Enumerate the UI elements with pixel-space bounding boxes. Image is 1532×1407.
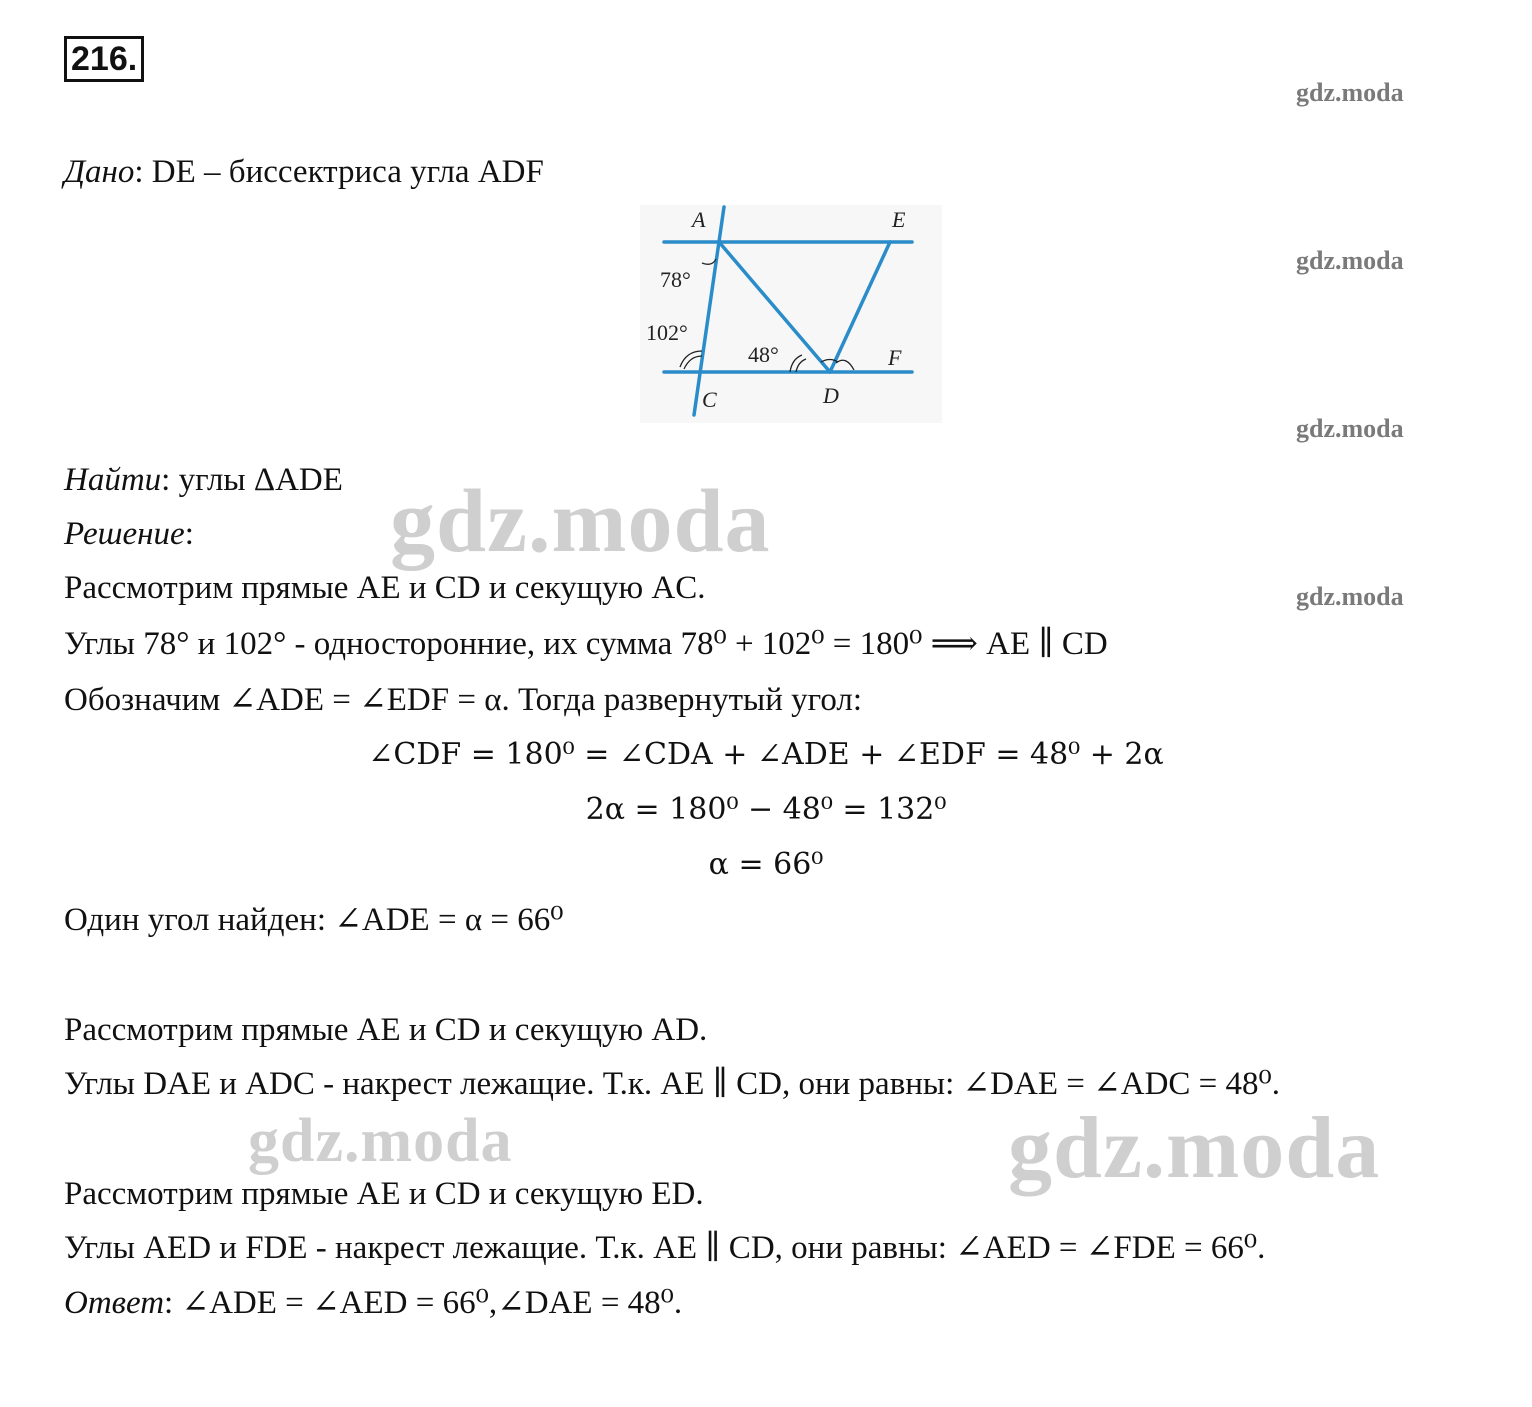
watermark-large: gdz.moda [248, 1107, 513, 1175]
equation-3: α = 66⁰ [708, 847, 824, 882]
solution-step-1: Рассмотрим прямые AE и CD и секущую AC. [64, 570, 706, 606]
solution-line: Решение: [64, 516, 194, 552]
equation-1: ∠CDF = 180⁰ = ∠CDA + ∠ADE + ∠EDF = 48⁰ + 2α [368, 737, 1164, 772]
solution-step-6: Углы DAE и ADC - накрест лежащие. Т.к. AE ∥ CD, они равны: ∠DAE = ∠ADC = 48⁰. [64, 1066, 1281, 1102]
label-F: F [888, 345, 902, 370]
find-text: углы ΔADE [178, 462, 343, 498]
watermark-large: gdz.moda [1008, 1100, 1381, 1197]
solution-step-5: Рассмотрим прямые AE и CD и секущую AD. [64, 1012, 708, 1048]
watermark-large: gdz.moda [390, 472, 771, 571]
solution-step-7: Рассмотрим прямые AE и CD и секущую ED. [64, 1176, 704, 1212]
solution-step-2: Углы 78° и 102° - односторонние, их сумма 78⁰ + 102⁰ = 180⁰ ⟹ AE ∥ CD [64, 626, 1108, 662]
label-D: D [823, 383, 839, 408]
given-label: Дано [64, 154, 135, 190]
solution-step-8: Углы AED и FDE - накрест лежащие. Т.к. AE ∥ CD, они равны: ∠AED = ∠FDE = 66⁰. [64, 1230, 1266, 1266]
given-text: DE – биссектриса угла ADF [151, 154, 544, 190]
angle-78-label: 78° [660, 267, 691, 292]
watermark-small: gdz.moda [1296, 246, 1404, 275]
label-A: A [692, 207, 706, 232]
watermark-small: gdz.moda [1296, 582, 1404, 611]
geometry-figure [640, 205, 942, 423]
watermark-small: gdz.moda [1296, 78, 1404, 107]
watermark-small: gdz.moda [1296, 414, 1404, 443]
answer-line: Ответ: ∠ADE = ∠AED = 66⁰,∠DAE = 48⁰. [64, 1285, 683, 1321]
label-E: E [892, 207, 906, 232]
label-C: C [702, 387, 717, 412]
solution-label: Решение [64, 516, 185, 552]
equation-2: 2α = 180⁰ − 48⁰ = 132⁰ [585, 792, 947, 827]
angle-48-label: 48° [748, 342, 779, 367]
find-line: Найти: углы ΔADE [64, 462, 343, 498]
answer-label: Ответ [64, 1285, 165, 1321]
solution-step-3: Обозначим ∠ADE = ∠EDF = α. Тогда развернутый угол: [64, 682, 863, 718]
given-line: Дано: DE – биссектриса угла ADF [64, 154, 544, 190]
problem-number: 216. [64, 36, 144, 82]
solution-step-4: Один угол найден: ∠ADE = α = 66⁰ [64, 902, 564, 938]
answer-text: ∠ADE = ∠AED = 66⁰,∠DAE = 48⁰. [181, 1285, 683, 1321]
angle-102-label: 102° [646, 320, 688, 345]
find-label: Найти [64, 462, 162, 498]
